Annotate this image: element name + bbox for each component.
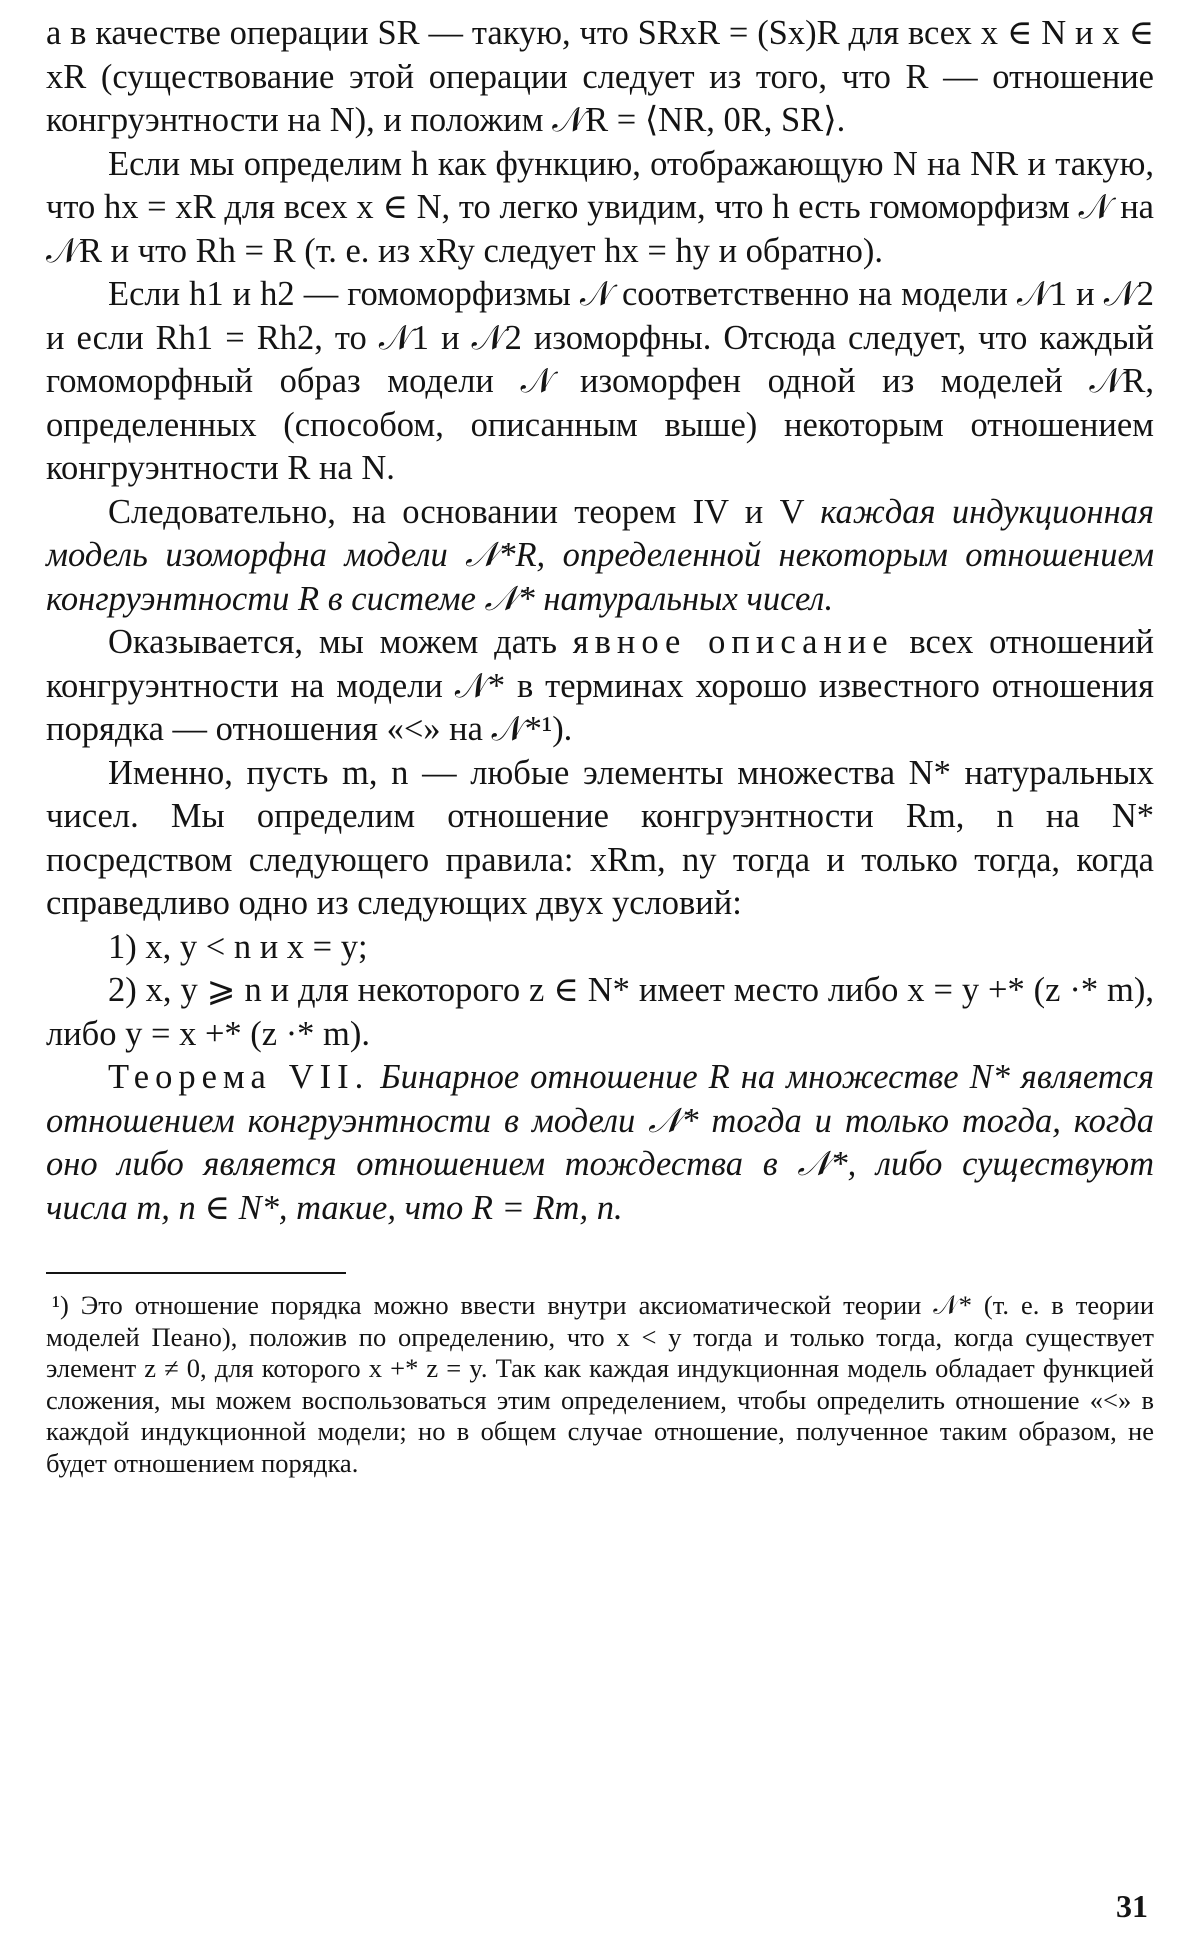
paragraph-1: а в качестве операции SR — такую, что SRxR = (Sx)R для всех x ∈ N и x ∈ xR (существование этой операции следует из того, что R — отношение конгруэнтности на N), и положим 𝒩R = ⟨NR, 0R, SR⟩. — [46, 14, 1154, 139]
spaced-emphasis: явное описание — [572, 623, 894, 661]
main-text — [46, 12, 1154, 1230]
condition-2: 2) x, y ⩾ n и для некоторого z ∈ N* имеет место либо x = y +* (z ·* m), либо y = x +* (z ·* m). — [46, 971, 1154, 1053]
footnote-paragraph — [46, 1290, 1154, 1479]
theorem-7 — [46, 1056, 1154, 1230]
footnote-marker: ¹) — [52, 1290, 69, 1320]
theorem-label: Теорема VII. — [108, 1058, 370, 1096]
paragraph-6: Именно, пусть m, n — любые элементы множества N* натуральных чисел. Мы определим отношение конгруэнтности Rm, n на N* посредством следующего правила: xRm, ny тогда и только тогда, когда справедливо одно из следующих двух условий: — [46, 753, 1154, 922]
paragraph-2: Если мы определим h как функцию, отображающую N на NR и такую, что hx = xR для всех x ∈ N, то легко увидим, что h есть гомоморфизм 𝒩 на 𝒩R и что Rh = R (т. е. из xRy следует hx = hy и обратно). — [46, 144, 1154, 270]
paragraph-3: Если h1 и h2 — гомоморфизмы 𝒩 соответственно на модели 𝒩1 и 𝒩2 и если Rh1 = Rh2, то 𝒩1 и 𝒩2 изоморфны. Отсюда следует, что каждый гомоморфный образ модели 𝒩 изоморфен одной из моделей 𝒩R, определенных (способом, описанным выше) некоторым отношением конгруэнтности R на N. — [46, 275, 1154, 487]
footnote-text: Это отношение порядка можно ввести внутри аксиоматической теории 𝒩* (т. е. в теории моделей Пеано), положив по определению, что x < y тогда и только тогда, когда существует элемент z ≠ 0, для которого x +* z = y. Так как каждая индукционная модель обладает функцией сложения, мы можем воспользоваться этим определением, чтобы определить отношение «<» в каждой индукционной модели; но в общем случае отношение, полученное таким образом, не будет отношением порядка. — [46, 1290, 1154, 1478]
paragraph-4-emphasis: каждая индукционная модель изоморфна модели 𝒩*R, определенной некоторым отношением конгруэнтности R в системе 𝒩* натуральных чисел. — [46, 492, 1154, 618]
paragraph-5-start: Оказывается, мы можем дать — [108, 623, 557, 661]
paragraph-5-end: всех отношений конгруэнтности на модели 𝒩* в терминах хорошо известного отношения порядка — отношения «<» на 𝒩*¹). — [46, 623, 1154, 748]
paragraph-4-intro: Следовательно, на основании теорем IV и V — [108, 492, 804, 531]
paragraph-5 — [46, 621, 1154, 752]
footnote-divider — [46, 1272, 346, 1274]
page-number: 31 — [1116, 1888, 1148, 1924]
theorem-statement: Бинарное отношение R на множестве N* является отношением конгруэнтности в модели 𝒩* тогда и только тогда, когда оно либо является отношением тождества в 𝒩*, либо существуют числа m, n ∈ N*, такие, что R = Rm, n. — [46, 1058, 1155, 1227]
footnote — [46, 1290, 1154, 1479]
paragraph-4 — [46, 491, 1154, 622]
condition-1: 1) x, y < n и x = y; — [108, 927, 368, 966]
